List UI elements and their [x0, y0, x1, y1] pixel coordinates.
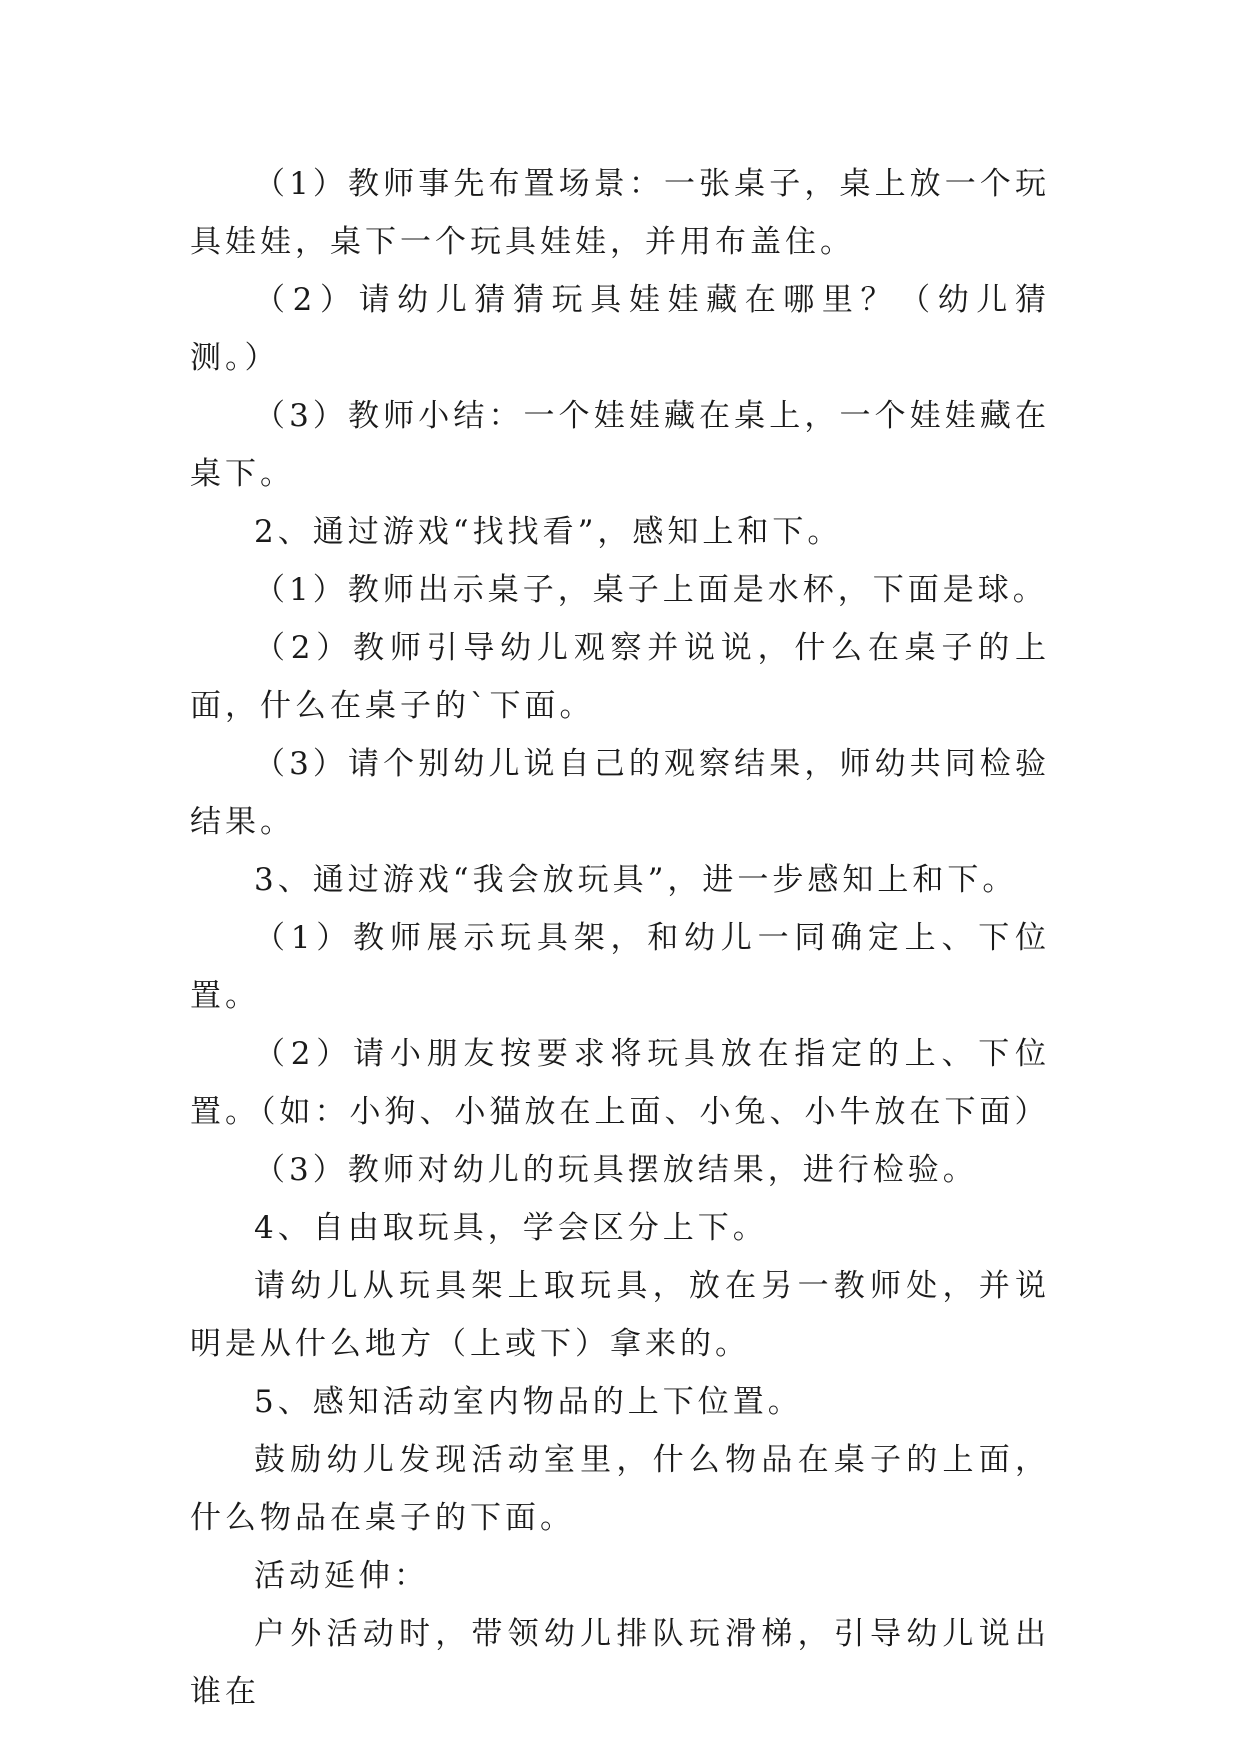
document-body — [190, 155, 1050, 1721]
paragraph-14: 5、感知活动室内物品的上下位置。 — [254, 1384, 803, 1420]
paragraph-7: （3）请个别幼儿说自己的观察结果，师幼共同检验结果。 — [190, 746, 1050, 840]
paragraph-2: （2）请幼儿猜猜玩具娃娃藏在哪里？（幼儿猜测。） — [190, 282, 1050, 376]
paragraph-16: 活动延伸： — [254, 1558, 429, 1594]
paragraph-9: （1）教师展示玩具架，和幼儿一同确定上、下位置。 — [190, 920, 1050, 1014]
paragraph-15: 鼓励幼儿发现活动室里，什么物品在桌子的上面，什么物品在桌子的下面。 — [190, 1442, 1050, 1536]
paragraph-5: （1）教师出示桌子，桌子上面是水杯，下面是球。 — [254, 572, 1048, 608]
paragraph-3: （3）教师小结：一个娃娃藏在桌上，一个娃娃藏在桌下。 — [190, 398, 1050, 492]
paragraph-4: 2、通过游戏“找找看”，感知上和下。 — [254, 514, 843, 550]
paragraph-13: 请幼儿从玩具架上取玩具，放在另一教师处，并说明是从什么地方（上或下）拿来的。 — [190, 1268, 1050, 1362]
paragraph-17: 户外活动时，带领幼儿排队玩滑梯，引导幼儿说出谁在 — [190, 1616, 1050, 1710]
paragraph-6: （2）教师引导幼儿观察并说说，什么在桌子的上面，什么在桌子的`下面。 — [190, 630, 1050, 724]
paragraph-10: （2）请小朋友按要求将玩具放在指定的上、下位置。（如：小狗、小猫放在上面、小兔、小牛放在下面） — [190, 1036, 1050, 1130]
paragraph-1: （1）教师事先布置场景：一张桌子，桌上放一个玩具娃娃，桌下一个玩具娃娃，并用布盖住。 — [190, 166, 1050, 260]
paragraph-11: （3）教师对幼儿的玩具摆放结果，进行检验。 — [254, 1152, 978, 1188]
paragraph-12: 4、自由取玩具，学会区分上下。 — [254, 1210, 768, 1246]
paragraph-8: 3、通过游戏“我会放玩具”，进一步感知上和下。 — [254, 862, 1018, 898]
